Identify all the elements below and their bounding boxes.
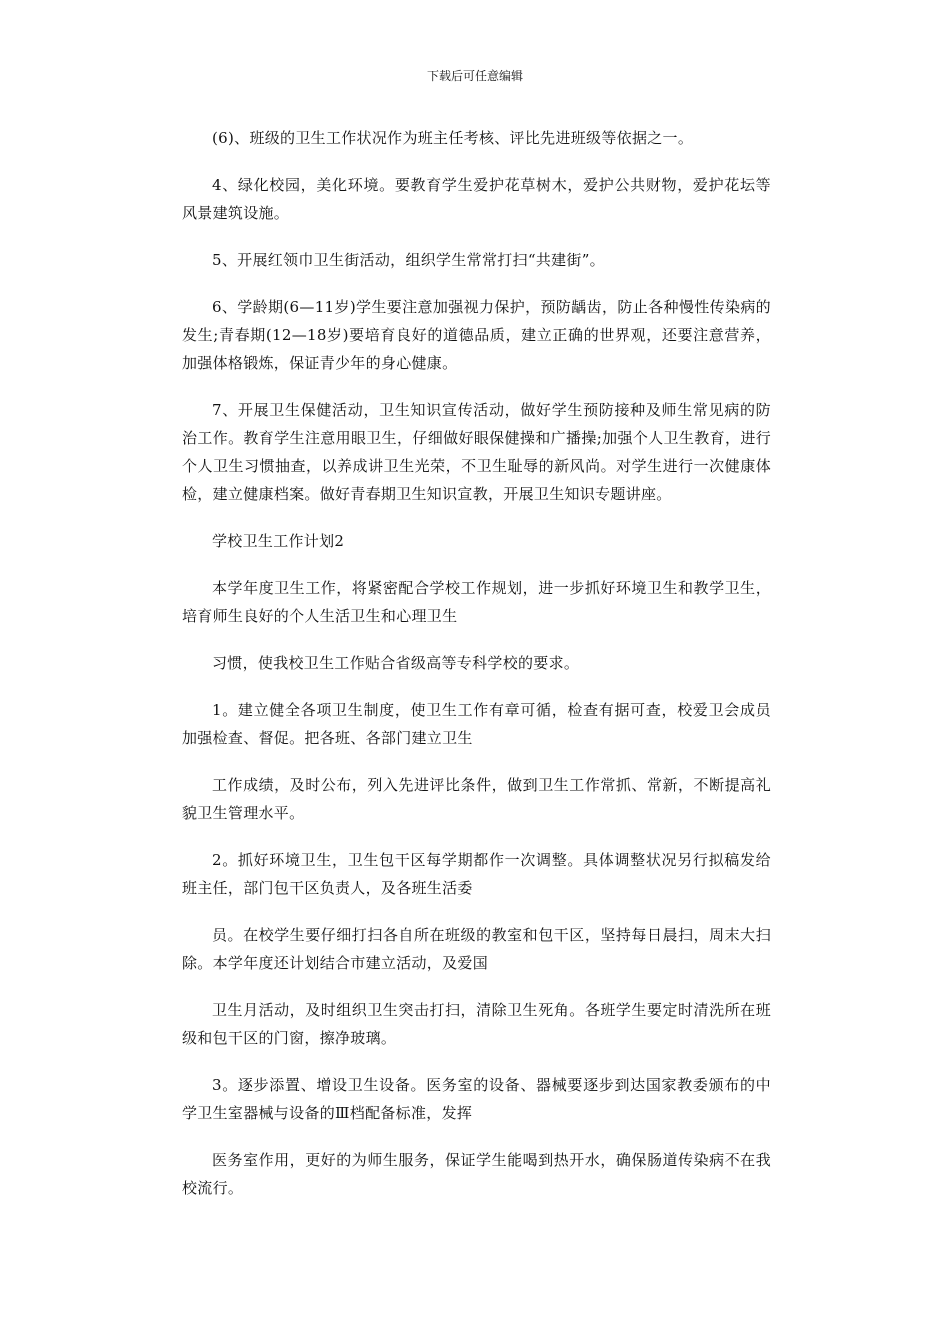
paragraph-greening-campus: 4、绿化校园，美化环境。要教育学生爱护花草树木，爱护公共财物，爱护花坛等风景建筑设施。	[182, 176, 771, 222]
paragraph-item-2-continued: 员。在校学生要仔细打扫各自所在班级的教室和包干区，坚持每日晨扫，周末大扫除。本学年度还计划结合市建立活动，及爱国	[182, 926, 771, 972]
paragraph-habits: 习惯，使我校卫生工作贴合省级高等专科学校的要求。	[212, 654, 580, 672]
paragraph-class-hygiene-assessment: (6)、班级的卫生工作状况作为班主任考核、评比先进班级等依据之一。	[212, 129, 694, 147]
paragraph-item-2-environment: 2。抓好环境卫生，卫生包干区每学期都作一次调整。具体调整状况另行拟稿发给班主任，部门包干区负责人，及各班生活委	[182, 851, 771, 897]
paragraph-red-scarf-street: 5、开展红领巾卫生街活动，组织学生常常打扫“共建街”。	[212, 251, 605, 269]
paragraph-health-care-activities: 7、开展卫生保健活动，卫生知识宣传活动，做好学生预防接种及师生常见病的防治工作。教育学生注意用眼卫生，仔细做好眼保健操和广播操;加强个人卫生教育，进行个人卫生习惯抽查，以养成讲卫生光荣，不卫生耻辱的新风尚。对学生进行一次健康体检，建立健康档案。做好青春期卫生知识宣教，开展卫生知识专题讲座。	[182, 401, 771, 503]
paragraph-item-2-patriotic-month: 卫生月活动，及时组织卫生突击打扫，清除卫生死角。各班学生要定时清洗所在班级和包干区的门窗，擦净玻璃。	[182, 1001, 771, 1047]
paragraph-item-1-continued: 工作成绩，及时公布，列入先进评比条件，做到卫生工作常抓、常新，不断提高礼貌卫生管理水平。	[182, 776, 771, 822]
document-body	[182, 124, 771, 1221]
section-heading-plan-2: 学校卫生工作计划2	[212, 532, 345, 550]
paragraph-item-3-continued: 医务室作用，更好的为师生服务，保证学生能喝到热开水，确保肠道传染病不在我校流行。	[182, 1151, 771, 1197]
paragraph-item-3-equipment: 3。逐步添置、增设卫生设备。医务室的设备、器械要逐步到达国家教委颁布的中学卫生室器械与设备的Ⅲ档配备标准，发挥	[182, 1076, 771, 1122]
paragraph-item-1-rules: 1。建立健全各项卫生制度，使卫生工作有章可循，检查有据可查，校爱卫会成员加强检查、督促。把各班、各部门建立卫生	[182, 701, 771, 747]
page-header-note: 下载后可任意编辑	[426, 69, 523, 83]
paragraph-annual-hygiene-work: 本学年度卫生工作，将紧密配合学校工作规划，进一步抓好环境卫生和教学卫生，培育师生良好的个人生活卫生和心理卫生	[182, 579, 771, 625]
paragraph-age-health: 6、学龄期(6—11岁)学生要注意加强视力保护，预防龋齿，防止各种慢性传染病的发生;青春期(12—18岁)要培育良好的道德品质，建立正确的世界观，还要注意营养，加强体格锻炼，保证青少年的身心健康。	[182, 298, 771, 372]
